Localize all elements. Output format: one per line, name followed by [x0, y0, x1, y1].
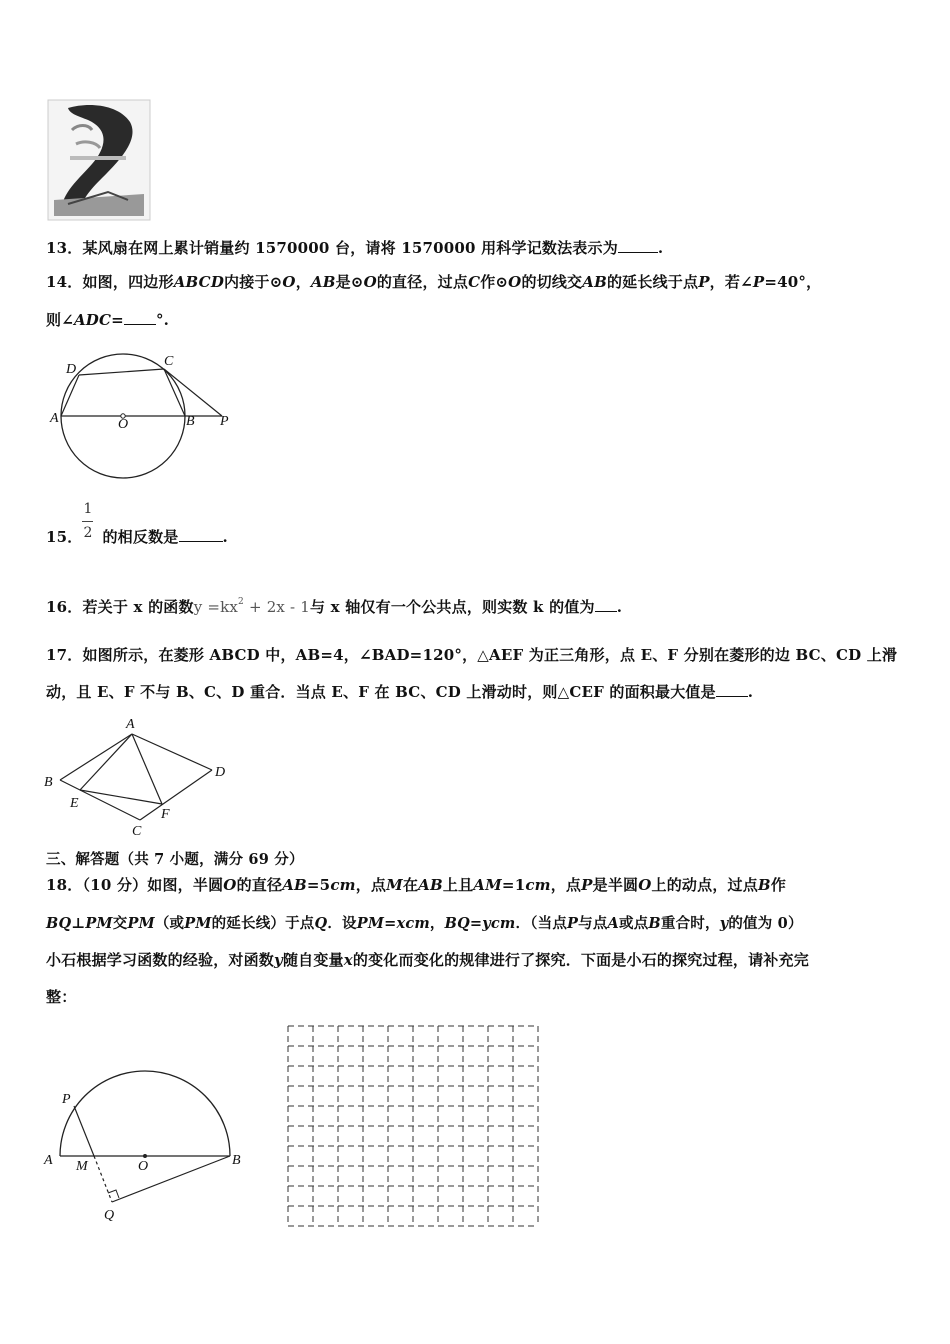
question-14-line-2: 则∠ADC= °. — [46, 311, 170, 329]
label-O: O — [118, 417, 129, 432]
question-15: 15． 的相反数是 . — [46, 528, 228, 546]
label-B: B — [232, 1153, 241, 1168]
question-16: 16．若关于 x 的函数$y =kx^2 + 2x - 1$与 x 轴仅有一个公共点，则实数 k 的值为 . — [46, 597, 623, 616]
answer-blank[interactable] — [716, 682, 748, 697]
question-18-line-3: 小石根据学习函数的经验，对函数y随自变量x的变化而变化的规律进行了探究．下面是小石的探究过程，请补充完 — [46, 951, 809, 969]
fraction-denominator: 2 — [83, 525, 93, 541]
question-17-line-1: 17．如图所示，在菱形 ABCD 中，AB=4，∠BAD=120°，△AEF 为正三角形，点 E、F 分别在菱形的边 BC、CD 上滑 — [46, 646, 898, 664]
label-F: F — [161, 807, 170, 822]
answer-blank[interactable] — [179, 527, 223, 542]
question-number: 18． — [46, 876, 83, 894]
label-D: D — [215, 765, 226, 780]
section-title: 三、解答题（共 7 小题，满分 69 分） — [46, 851, 304, 868]
question-13: 13．某风扇在网上累计销量约 1570000 台，请将 1570000 用科学记数法表示为 . — [46, 239, 664, 257]
label-E: E — [70, 796, 79, 811]
question-18-line-4: 整： — [46, 988, 77, 1006]
question-18-line-2: BQ⊥PM交PM（或PM的延长线）于点Q．设PM=xcm，BQ=ycm．（当点P与点A或点B重合时，y的值为 0） — [46, 915, 803, 932]
answer-blank[interactable] — [618, 238, 658, 253]
question-number: 15． — [46, 528, 83, 546]
fraction-bar — [82, 521, 93, 522]
question-17-line-2: 动，且 E、F 不与 B、C、D 重合．当点 E、F 在 BC、CD 上滑动时，则△CEF 的面积最大值是 . — [46, 683, 754, 701]
function-formula: $y =kx^2 + 2x - 1$ — [193, 597, 311, 616]
label-A: A — [126, 717, 135, 732]
question-14-line-1: 14．如图，四边形ABCD内接于⊙O，AB是⊙O的直径，过点C作⊙O的切线交AB的延长线于点P，若∠P=40°， — [46, 273, 822, 291]
question-text: 某风扇在网上累计销量约 1570000 台，请将 1570000 用科学记数法表示为 — [82, 239, 618, 257]
label-P: P — [220, 414, 229, 429]
question-number: 17． — [46, 646, 83, 664]
q17-rhombus-figure — [44, 714, 244, 838]
answer-blank[interactable] — [124, 310, 156, 325]
label-A: A — [50, 411, 59, 426]
question-number: 13． — [46, 239, 83, 257]
label-D: D — [66, 362, 77, 377]
label-A: A — [44, 1153, 53, 1168]
label-O: O — [138, 1159, 149, 1174]
q18-answer-grid[interactable] — [287, 1025, 539, 1227]
q14-circle-figure — [50, 348, 240, 488]
question-18-line-1: 18．（10 分）如图，半圆O的直径AB=5cm，点M在AB上且AM=1cm，点P是半圆O上的动点，过点B作 — [46, 876, 787, 894]
label-B: B — [44, 775, 53, 790]
fraction-numerator: 1 — [83, 501, 93, 517]
label-C: C — [132, 824, 142, 839]
label-Q: Q — [104, 1208, 115, 1223]
label-M: M — [76, 1159, 88, 1174]
label-C: C — [164, 354, 174, 369]
answer-blank[interactable] — [595, 597, 617, 612]
q18-semicircle-figure — [42, 1062, 252, 1222]
question-number: 14． — [46, 273, 83, 291]
label-B: B — [186, 414, 195, 429]
label-P: P — [62, 1092, 71, 1107]
book-cover-image — [48, 100, 150, 220]
question-number: 16． — [46, 598, 83, 616]
